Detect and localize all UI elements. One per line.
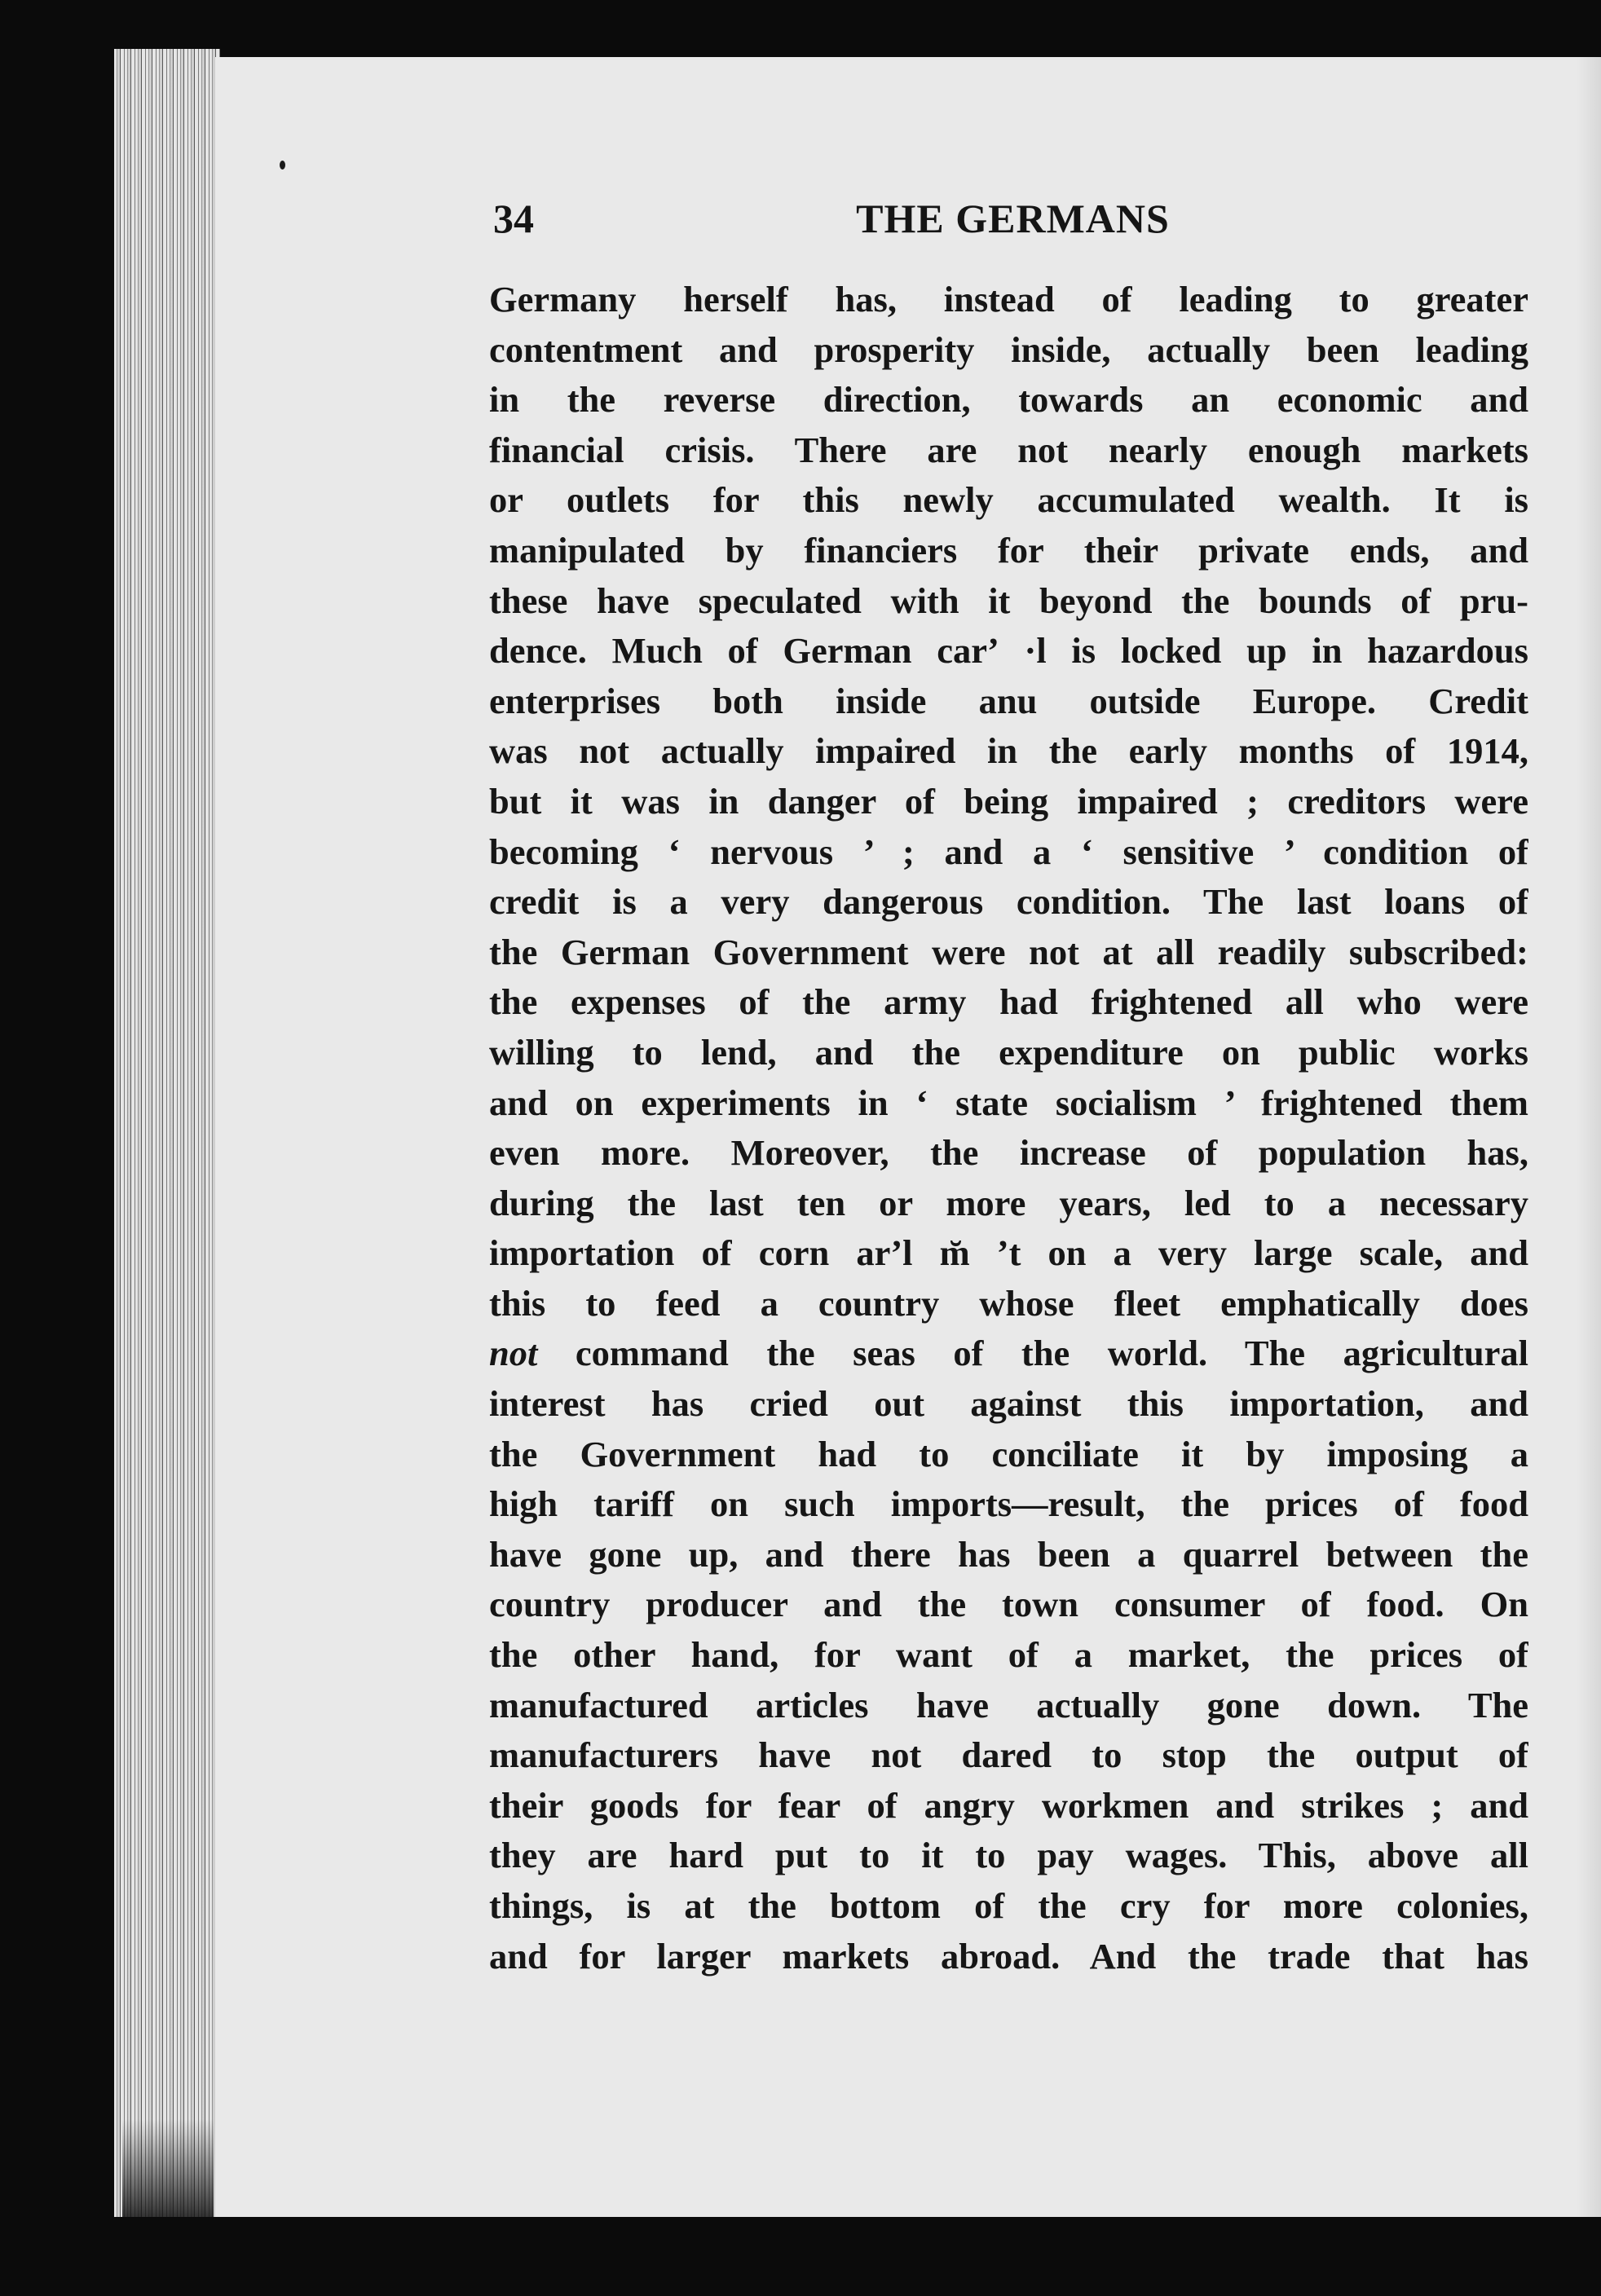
body-text bbox=[489, 275, 1528, 1981]
book-edge-shadow bbox=[122, 2119, 220, 2217]
text-line: manufacturers have not dared to stop the output of bbox=[489, 1734, 1528, 1776]
text-line: was not actually impaired in the early months of 1914, bbox=[489, 730, 1528, 772]
text-line: but it was in danger of being impaired ; creditors were bbox=[489, 780, 1528, 822]
text-line: things, is at the bottom of the cry for more colonies, bbox=[489, 1885, 1528, 1926]
text-line: in the reverse direction, towards an economic and bbox=[489, 379, 1528, 421]
text-line: Germany herself has, instead of leading to greater bbox=[489, 279, 1528, 320]
page-gutter-shade bbox=[1577, 57, 1601, 2217]
text-line: manipulated by financiers for their private ends, and bbox=[489, 529, 1528, 571]
text-line: their goods for fear of angry workmen and strikes ; and bbox=[489, 1784, 1528, 1826]
text-line: country producer and the town consumer of food. On bbox=[489, 1584, 1528, 1625]
text-line: becoming ‘ nervous ’ ; and a ‘ sensitive ’ condition of bbox=[489, 831, 1528, 872]
text-line: these have speculated with it beyond the bounds of pru- bbox=[489, 580, 1528, 621]
text-line: the German Government were not at all readily subscribed: bbox=[489, 931, 1528, 972]
book-page-edges bbox=[114, 49, 220, 2217]
text-line: and for larger markets abroad. And the trade that has bbox=[489, 1935, 1528, 1976]
text-line: during the last ten or more years, led to a necessary bbox=[489, 1182, 1528, 1223]
text-line: dence. Much of German carʼ ·l is locked up in hazardous bbox=[489, 630, 1528, 672]
text-line: they are hard put to it to pay wages. This, above all bbox=[489, 1835, 1528, 1876]
text-line: contentment and prosperity inside, actually been leading bbox=[489, 328, 1528, 370]
text-line: credit is a very dangerous condition. The last loans of bbox=[489, 881, 1528, 923]
text-line: interest has cried out against this importation, and bbox=[489, 1383, 1528, 1425]
text-line: or outlets for this newly accumulated wealth. It is bbox=[489, 479, 1528, 521]
text-line: the expenses of the army had frightened all who were bbox=[489, 981, 1528, 1023]
text-line-with-italic bbox=[489, 1329, 1528, 1379]
ink-speck bbox=[280, 161, 285, 170]
text-line: importation of corn arʼl m̆ ʼt on a very large scale, and bbox=[489, 1232, 1528, 1274]
text-line-rest: command the seas of the world. The agricultural bbox=[575, 1333, 1528, 1374]
text-line: the Government had to conciliate it by imposing a bbox=[489, 1433, 1528, 1474]
running-head bbox=[493, 192, 1533, 245]
text-line: willing to lend, and the expenditure on public works bbox=[489, 1031, 1528, 1073]
text-line: financial crisis. There are not nearly enough markets bbox=[489, 429, 1528, 470]
text-line: even more. Moreover, the increase of population has, bbox=[489, 1132, 1528, 1174]
text-line: and on experiments in ‘ state socialism ’ frightened them bbox=[489, 1082, 1528, 1123]
text-line: the other hand, for want of a market, the prices of bbox=[489, 1634, 1528, 1676]
text-line: this to feed a country whose fleet emphatically does bbox=[489, 1282, 1528, 1324]
running-head-title: THE GERMANS bbox=[856, 196, 1170, 241]
text-line: enterprises both inside anu outside Europe. Credit bbox=[489, 680, 1528, 721]
page-number: 34 bbox=[493, 196, 534, 241]
text-line: manufactured articles have actually gone down. The bbox=[489, 1684, 1528, 1725]
italic-emphasis: not bbox=[489, 1333, 538, 1374]
text-line: high tariff on such imports—result, the prices of food bbox=[489, 1483, 1528, 1525]
text-line: have gone up, and there has been a quarrel between the bbox=[489, 1533, 1528, 1575]
